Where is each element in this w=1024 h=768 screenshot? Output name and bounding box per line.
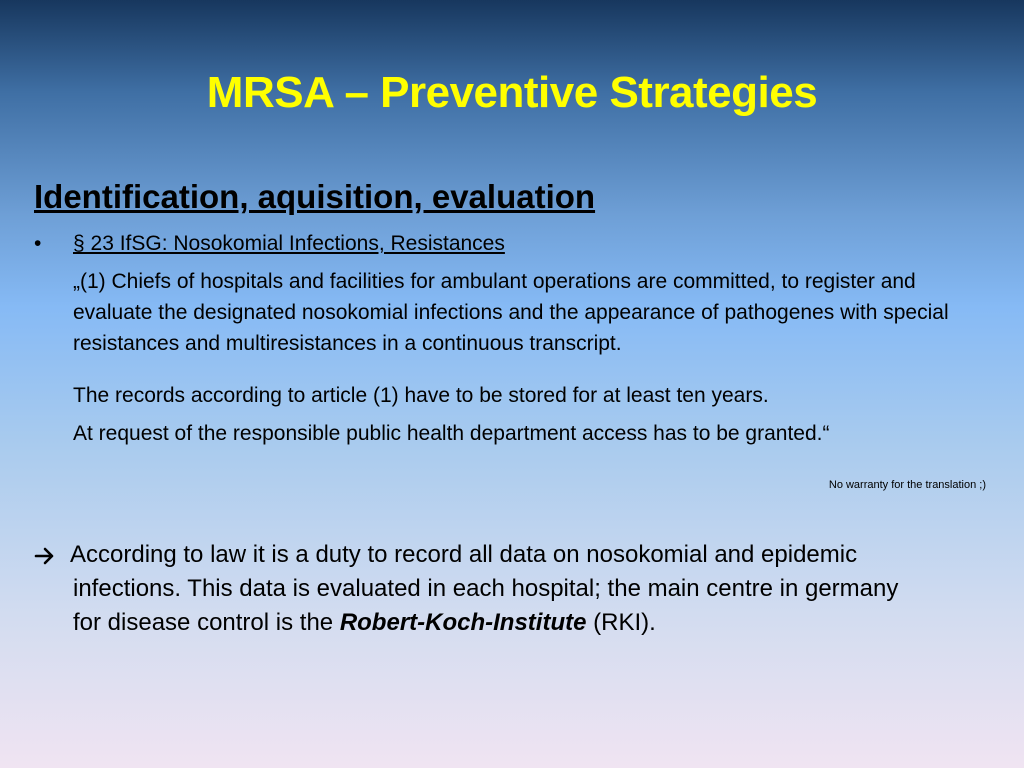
section-heading: Identification, aquisition, evaluation — [34, 178, 596, 215]
arrow-right-icon — [34, 538, 56, 577]
law-text-paragraph-1: „(1) Chiefs of hospitals and facilities for ambulant operations are committed, to register and evaluate the designated nosokomial infections and the appearance of pathogenes with special resistances and multiresistances in a continuous transcript. — [73, 270, 949, 355]
conclusion-line-2: infections. This data is evaluated in each hospital; the main centre in germany — [73, 575, 899, 602]
conclusion-line-1: According to law it is a duty to record all data on nosokomial and epidemic — [70, 541, 858, 568]
rki-emphasis: Robert-Koch-Institute — [339, 609, 587, 636]
slide-title: MRSA – Preventive Strategies — [206, 68, 818, 117]
conclusion-line-3 — [73, 606, 656, 640]
bullet-label: § 23 IfSG: Nosokomial Infections, Resistances — [73, 232, 505, 255]
conclusion-line-3-suffix: (RKI). — [586, 609, 656, 636]
law-text-paragraph-2: The records according to article (1) have to be stored for at least ten years. — [73, 384, 769, 407]
translation-disclaimer: No warranty for the translation ;) — [828, 479, 986, 491]
conclusion-line-3-prefix: for disease control is the — [73, 609, 340, 636]
law-text-paragraph-3: At request of the responsible public health department access has to be granted.“ — [73, 422, 830, 445]
bullet-icon: • — [34, 232, 42, 255]
